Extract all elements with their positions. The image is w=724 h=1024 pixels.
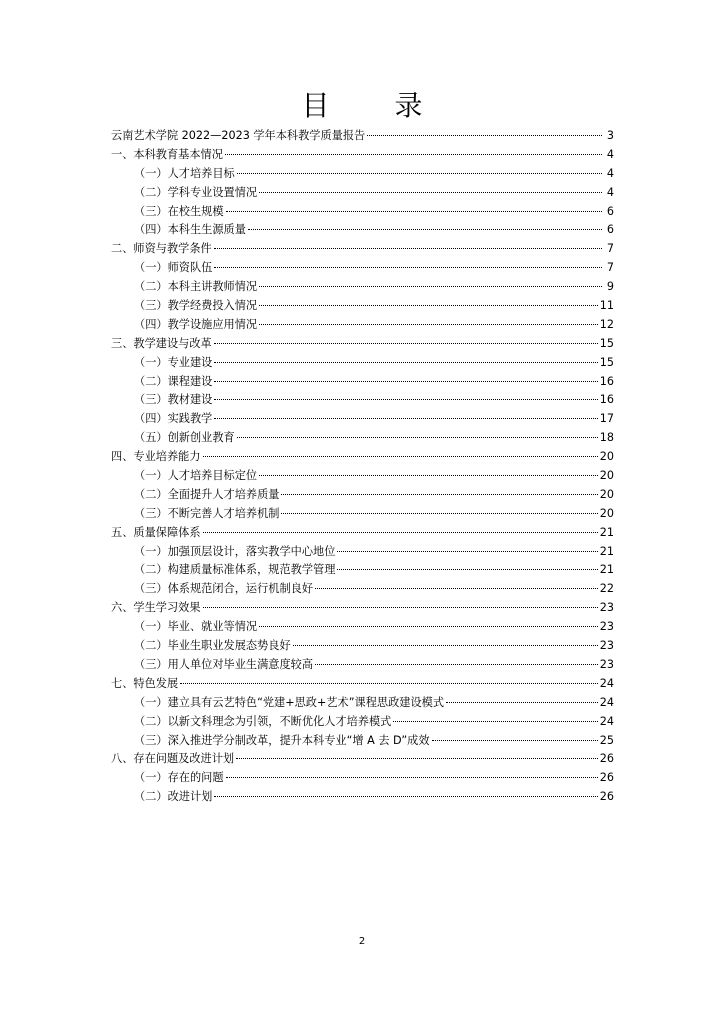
dot-leader: [259, 285, 602, 287]
toc-entry-title: （二）构建质量标准体系，规范教学管理: [134, 563, 336, 577]
toc-entry-title: （二）以新文科理念为引领，不断优化人才培养模式: [134, 714, 392, 728]
dot-leader: [236, 757, 598, 759]
toc-entry-page-number: 22: [599, 582, 614, 596]
toc-entry-page-number: 12: [599, 317, 614, 331]
toc-entry-title: 三、教学建设与改革: [111, 336, 212, 350]
toc-entry-page-number: 16: [599, 374, 614, 388]
toc-entry-title: （三）教材建设: [134, 393, 213, 407]
toc-entry-title: （三）深入推进学分制改革，提升本科专业“增 A 去 D”成效: [134, 733, 430, 747]
dot-leader: [214, 247, 602, 249]
dot-leader: [226, 210, 602, 212]
toc-entry-page-number: 24: [599, 714, 614, 728]
toc-subsection-entry[interactable]: [111, 297, 614, 316]
dot-leader: [446, 701, 598, 703]
dot-leader: [367, 134, 602, 136]
table-of-contents: [111, 127, 614, 807]
toc-entry-page-number: 21: [599, 563, 614, 577]
dot-leader: [203, 606, 598, 608]
toc-subsection-entry[interactable]: [111, 467, 614, 486]
dot-leader: [214, 380, 597, 382]
toc-entry-page-number: 17: [599, 412, 614, 426]
toc-entry-title: （四）教学设施应用情况: [134, 317, 258, 331]
toc-entry-page-number: 6: [606, 223, 614, 237]
dot-leader: [281, 512, 597, 514]
toc-subsection-entry[interactable]: [111, 165, 614, 184]
toc-entry-title: 八、存在问题及改进计划: [111, 752, 235, 766]
toc-entry-title: 二、师资与教学条件: [111, 242, 212, 256]
dot-leader: [248, 228, 602, 230]
toc-entry-title: （二）学科专业设置情况: [134, 185, 258, 199]
toc-entry-page-number: 23: [599, 601, 614, 615]
toc-subsection-entry[interactable]: [111, 429, 614, 448]
toc-subsection-entry[interactable]: [111, 618, 614, 637]
dot-leader: [203, 455, 598, 457]
toc-subsection-entry[interactable]: [111, 656, 614, 675]
dot-leader: [214, 266, 602, 268]
toc-entry-page-number: 20: [599, 450, 614, 464]
toc-entry-title: （一）建立具有云艺特色“党建+思政+艺术”课程思政建设模式: [134, 695, 445, 709]
toc-entry-page-number: 23: [599, 657, 614, 671]
toc-subsection-entry[interactable]: [111, 580, 614, 599]
toc-subsection-entry[interactable]: [111, 543, 614, 562]
toc-entry-page-number: 20: [599, 487, 614, 501]
toc-subsection-entry[interactable]: [111, 278, 614, 297]
dot-leader: [214, 361, 597, 363]
toc-section-entry[interactable]: [111, 127, 614, 146]
toc-section-entry[interactable]: [111, 524, 614, 543]
toc-entry-page-number: 24: [599, 676, 614, 690]
toc-entry-title: （一）人才培养目标定位: [134, 469, 258, 483]
toc-entry-title: （一）加强顶层设计，落实教学中心地位: [134, 544, 336, 558]
toc-entry-page-number: 24: [599, 695, 614, 709]
toc-entry-page-number: 9: [606, 280, 614, 294]
toc-subsection-entry[interactable]: [111, 184, 614, 203]
toc-heading: 目 录: [301, 89, 451, 122]
toc-entry-title: （二）全面提升人才培养质量: [134, 487, 280, 501]
toc-subsection-entry[interactable]: [111, 373, 614, 392]
toc-entry-title: （一）存在的问题: [134, 771, 224, 785]
toc-entry-title: （二）课程建设: [134, 374, 213, 388]
dot-leader: [259, 323, 598, 325]
dot-leader: [337, 568, 597, 570]
toc-entry-title: （三）体系规范闭合，运行机制良好: [134, 582, 314, 596]
toc-entry-page-number: 15: [599, 355, 614, 369]
toc-entry-title: （四）本科生生源质量: [134, 223, 246, 237]
toc-subsection-entry[interactable]: [111, 354, 614, 373]
toc-subsection-entry[interactable]: [111, 694, 614, 713]
toc-entry-title: （一）毕业、就业等情况: [134, 620, 258, 634]
toc-entry-page-number: 21: [599, 544, 614, 558]
toc-entry-title: 云南艺术学院 2022—2023 学年本科教学质量报告: [111, 129, 366, 142]
dot-leader: [214, 795, 597, 797]
toc-subsection-entry[interactable]: [111, 221, 614, 240]
toc-section-entry[interactable]: [111, 146, 614, 165]
dot-leader: [315, 663, 598, 665]
dot-leader: [432, 739, 598, 741]
toc-entry-title: （四）实践教学: [134, 412, 213, 426]
toc-subsection-entry[interactable]: [111, 788, 614, 807]
toc-entry-page-number: 7: [606, 242, 614, 256]
toc-entry-title: 六、学生学习效果: [111, 601, 201, 615]
toc-entry-title: 四、专业培养能力: [111, 450, 201, 464]
dot-leader: [259, 191, 602, 193]
toc-subsection-entry[interactable]: [111, 316, 614, 335]
dot-leader: [203, 531, 598, 533]
page-number: 2: [358, 936, 366, 947]
toc-subsection-entry[interactable]: [111, 561, 614, 580]
toc-entry-page-number: 26: [599, 771, 614, 785]
toc-subsection-entry[interactable]: [111, 486, 614, 505]
toc-entry-title: 一、本科教育基本情况: [111, 147, 223, 161]
toc-entry-page-number: 4: [606, 166, 614, 180]
toc-entry-title: （二）本科主讲教师情况: [134, 280, 258, 294]
toc-subsection-entry[interactable]: [111, 259, 614, 278]
toc-entry-title: 七、特色发展: [111, 676, 179, 690]
toc-entry-page-number: 20: [599, 506, 614, 520]
dot-leader: [237, 172, 602, 174]
dot-leader: [315, 587, 598, 589]
toc-section-entry[interactable]: [111, 240, 614, 259]
toc-entry-page-number: 23: [599, 620, 614, 634]
dot-leader: [259, 625, 598, 627]
toc-entry-title: （三）在校生规模: [134, 204, 224, 218]
dot-leader: [259, 474, 598, 476]
toc-entry-page-number: 3: [606, 129, 614, 142]
dot-leader: [214, 398, 597, 400]
toc-entry-title: （一）人才培养目标: [134, 166, 235, 180]
toc-entry-page-number: 4: [606, 185, 614, 199]
toc-subsection-entry[interactable]: [111, 203, 614, 222]
dot-leader: [337, 550, 597, 552]
toc-entry-title: （一）师资队伍: [134, 261, 213, 275]
toc-entry-page-number: 26: [599, 790, 614, 804]
dot-leader: [393, 720, 597, 722]
toc-entry-page-number: 7: [606, 261, 614, 275]
toc-entry-page-number: 4: [606, 147, 614, 161]
dot-leader: [259, 304, 598, 306]
dot-leader: [180, 682, 598, 684]
toc-entry-title: （三）不断完善人才培养机制: [134, 506, 280, 520]
toc-entry-title: （三）教学经费投入情况: [134, 299, 258, 313]
toc-entry-page-number: 21: [599, 525, 614, 539]
toc-subsection-entry[interactable]: [111, 505, 614, 524]
toc-entry-title: （一）专业建设: [134, 355, 213, 369]
dot-leader: [214, 342, 598, 344]
toc-entry-page-number: 11: [599, 299, 614, 313]
toc-entry-page-number: 18: [599, 431, 614, 445]
toc-section-entry[interactable]: [111, 335, 614, 354]
toc-entry-title: 五、质量保障体系: [111, 525, 201, 539]
toc-entry-page-number: 20: [599, 469, 614, 483]
dot-leader: [214, 417, 597, 419]
dot-leader: [293, 644, 598, 646]
toc-entry-page-number: 26: [599, 752, 614, 766]
toc-subsection-entry[interactable]: [111, 410, 614, 429]
dot-leader: [281, 493, 597, 495]
toc-entry-page-number: 16: [599, 393, 614, 407]
toc-entry-title: （三）用人单位对毕业生满意度较高: [134, 657, 314, 671]
toc-section-entry[interactable]: [111, 675, 614, 694]
toc-section-entry[interactable]: [111, 750, 614, 769]
toc-entry-page-number: 15: [599, 336, 614, 350]
toc-section-entry[interactable]: [111, 448, 614, 467]
toc-entry-page-number: 6: [606, 204, 614, 218]
toc-subsection-entry[interactable]: [111, 769, 614, 788]
toc-entry-page-number: 23: [599, 639, 614, 653]
toc-subsection-entry[interactable]: [111, 713, 614, 732]
toc-subsection-entry[interactable]: [111, 637, 614, 656]
toc-entry-title: （二）毕业生职业发展态势良好: [134, 639, 291, 653]
toc-entry-title: （二）改进计划: [134, 790, 213, 804]
toc-entry-page-number: 25: [599, 733, 614, 747]
toc-subsection-entry[interactable]: [111, 391, 614, 410]
dot-leader: [226, 776, 598, 778]
toc-subsection-entry[interactable]: [111, 732, 614, 751]
toc-section-entry[interactable]: [111, 599, 614, 618]
toc-entry-title: （五）创新创业教育: [134, 431, 235, 445]
dot-leader: [225, 153, 602, 155]
dot-leader: [237, 436, 598, 438]
